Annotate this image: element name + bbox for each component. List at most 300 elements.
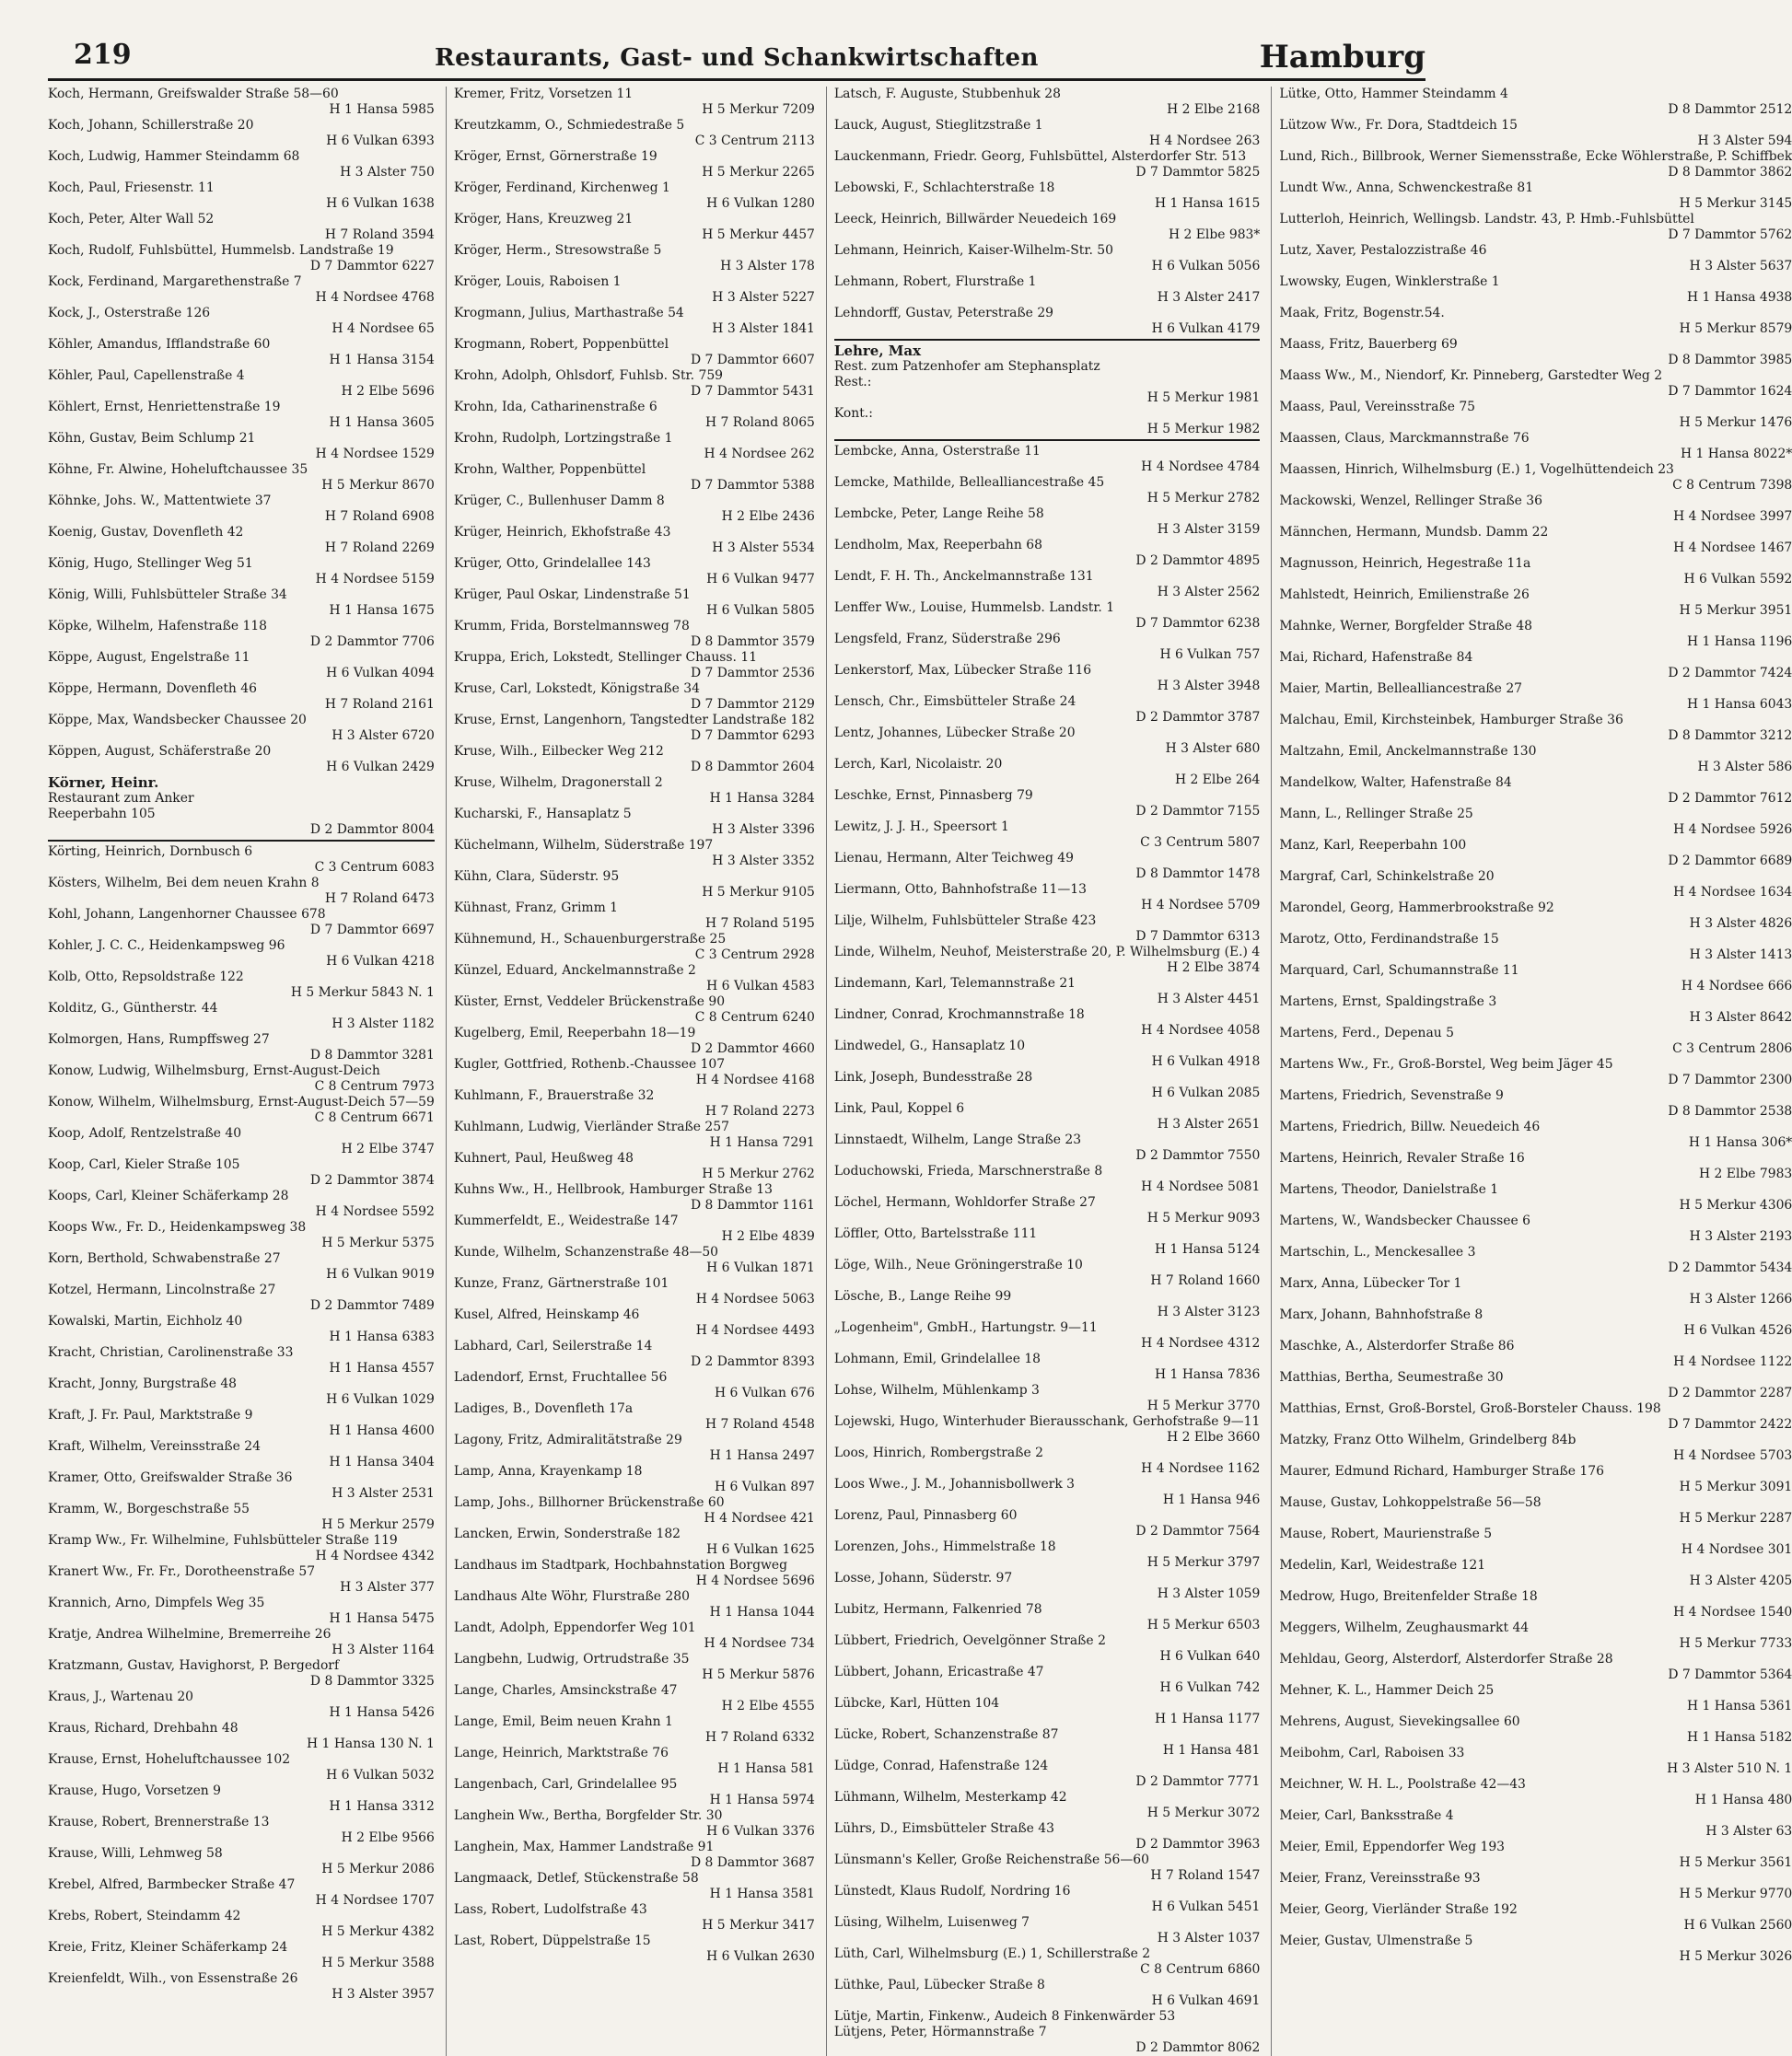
listing-telephone: H 1 Hansa 3284	[709, 791, 815, 806]
listing-name: Link, Paul, Koppel 6	[833, 1101, 965, 1116]
listing-name: Krebel, Alfred, Barmbecker Straße 47	[48, 1877, 296, 1892]
listing-name: Mause, Robert, Maurienstraße 5	[1279, 1527, 1493, 1541]
listing-name: Kühnast, Franz, Grimm 1	[453, 900, 619, 915]
listing-name: Kock, Ferdinand, Margarethenstraße 7	[48, 274, 302, 289]
listing-name: Köppe, August, Engelstraße 11	[48, 650, 250, 665]
listing-name: Kuhns Ww., H., Hellbrook, Hamburger Straße 13	[453, 1182, 773, 1197]
listing-telephone: D 2 Dammtor 7612	[1668, 791, 1792, 806]
listing-entry	[1279, 713, 1792, 744]
listing-entry	[48, 1345, 435, 1376]
listing-entry	[1279, 118, 1792, 149]
listing-name: Koch, Rudolf, Fuhlsbüttel, Hummelsb. Landstraße 19	[48, 243, 394, 258]
listing-entry	[454, 306, 815, 337]
listing-name: Maurer, Edmund Richard, Hamburger Straße 176	[1279, 1464, 1604, 1479]
listing-telephone: H 7 Roland 6332	[704, 1730, 815, 1745]
listing-telephone: H 3 Alster 2417	[1157, 290, 1261, 305]
listing-telephone: H 6 Vulkan 4691	[1151, 1993, 1261, 2008]
listing-entry	[48, 1251, 435, 1283]
listing-name: Lührs, D., Eimsbütteler Straße 43	[833, 1821, 1054, 1836]
listing-entry	[834, 1946, 1260, 1978]
listing-entry	[454, 1589, 815, 1620]
listing-name: Kruse, Ernst, Langenhorn, Tangstedter Landstraße 182	[453, 713, 815, 727]
listing-telephone: H 1 Hansa 1177	[1155, 1712, 1261, 1726]
listing-entry	[834, 2025, 1260, 2056]
listing-entry	[48, 494, 435, 525]
listing-name: Langhein, Max, Hammer Landstraße 91	[453, 1840, 715, 1854]
listing-entry	[48, 907, 435, 938]
listing-telephone: H 6 Vulkan 4094	[326, 666, 435, 680]
listing-entry	[48, 1001, 435, 1032]
listing-telephone: H 3 Alster 510 N. 1	[1667, 1761, 1792, 1776]
listing-name: Martens, W., Wandsbecker Chaussee 6	[1279, 1214, 1530, 1228]
listing-entry	[1279, 1558, 1792, 1589]
listing-telephone: D 7 Dammtor 2422	[1668, 1417, 1792, 1432]
listing-name: Meier, Franz, Vereinsstraße 93	[1279, 1871, 1481, 1886]
listing-entry	[454, 494, 815, 525]
listing-name: Kunze, Franz, Gärtnerstraße 101	[453, 1276, 669, 1291]
listing-telephone: H 6 Vulkan 3376	[706, 1824, 815, 1839]
listing-telephone: H 7 Roland 2273	[704, 1104, 815, 1119]
listing-telephone: D 7 Dammtor 6227	[309, 259, 435, 273]
listing-telephone: H 6 Vulkan 4526	[1683, 1323, 1792, 1338]
listing-entry	[48, 1032, 435, 1063]
listing-entry	[834, 1070, 1260, 1101]
listing-entry	[48, 337, 435, 368]
listing-entry	[834, 569, 1260, 600]
listing-entry	[1279, 243, 1792, 274]
listing-telephone: H 4 Nordsee 1634	[1673, 885, 1792, 900]
listing-entry	[48, 1376, 435, 1408]
listing-entry	[454, 149, 815, 180]
listing-entry	[1279, 1714, 1792, 1746]
listing-name: Landhaus Alte Wöhr, Flurstraße 280	[453, 1589, 690, 1604]
listing-telephone: H 5 Merkur 8670	[321, 478, 435, 493]
listing-entry	[48, 807, 435, 842]
listing-entry	[1279, 306, 1792, 337]
listing-telephone: H 1 Hansa 5124	[1155, 1242, 1261, 1257]
listing-telephone: H 6 Vulkan 1638	[326, 196, 435, 211]
listing-name: Kratzmann, Gustav, Havighorst, P. Bergedorf	[48, 1658, 340, 1673]
listing-name: Koch, Peter, Alter Wall 52	[48, 212, 215, 227]
listing-name: „Logenheim", GmbH., Hartungstr. 9—11	[833, 1320, 1098, 1335]
listing-telephone: H 3 Alster 1059	[1157, 1586, 1261, 1601]
directory-column-2	[446, 87, 815, 2056]
listing-telephone: D 2 Dammtor 7424	[1668, 666, 1792, 680]
listing-entry	[48, 1783, 435, 1815]
listing-name: Lamp, Anna, Krayenkamp 18	[453, 1464, 643, 1479]
listing-telephone: H 5 Merkur 2287	[1679, 1511, 1792, 1526]
listing-name: Lübbert, Friedrich, Oevelgönner Straße 2	[833, 1633, 1106, 1648]
listing-entry	[834, 1978, 1260, 2009]
listing-entry	[48, 1157, 435, 1189]
listing-entry	[454, 400, 815, 431]
listing-entry	[48, 212, 435, 243]
listing-entry	[48, 876, 435, 907]
listing-telephone: H 1 Hansa 1044	[709, 1605, 815, 1620]
listing-entry	[1279, 587, 1792, 619]
listing-telephone: H 6 Vulkan 4583	[706, 979, 815, 993]
listing-name: Krogmann, Robert, Poppenbüttel	[453, 337, 669, 352]
listing-entry	[454, 1902, 815, 1934]
listing-telephone: H 1 Hansa 4938	[1686, 290, 1792, 305]
listing-entry	[454, 807, 815, 838]
listing-name: Landt, Adolph, Eppendorfer Weg 101	[453, 1620, 696, 1635]
listing-telephone: D 7 Dammtor 5364	[1668, 1667, 1792, 1682]
listing-name: Meibohm, Carl, Raboisen 33	[1279, 1746, 1465, 1760]
listing-entry	[834, 1633, 1260, 1665]
listing-telephone: H 5 Merkur 4382	[321, 1924, 435, 1939]
listing-entry	[1279, 869, 1792, 900]
listing-telephone: H 1 Hansa 946	[1162, 1493, 1261, 1507]
listing-name: Langmaack, Detlef, Stückenstraße 58	[453, 1871, 699, 1886]
listing-telephone: H 4 Nordsee 1540	[1673, 1605, 1792, 1620]
listing-telephone: H 5 Merkur 5876	[702, 1667, 815, 1682]
listing-telephone: C 3 Centrum 5807	[1140, 835, 1261, 850]
listing-entry	[1279, 1151, 1792, 1182]
listing-telephone: H 6 Vulkan 5592	[1683, 572, 1792, 587]
listing-name: Kramm, W., Borgeschstraße 55	[48, 1502, 250, 1516]
listing-telephone: H 6 Vulkan 1871	[706, 1260, 815, 1275]
listing-name: Matthias, Bertha, Seumestraße 30	[1279, 1370, 1504, 1385]
listing-telephone: D 7 Dammtor 6293	[690, 728, 815, 743]
listing-name: Lutz, Xaver, Pestalozzistraße 46	[1279, 243, 1487, 258]
listing-name: Restaurant zum Anker	[48, 791, 194, 806]
listing-name: Latsch, F. Auguste, Stubbenhuk 28	[833, 87, 1061, 101]
listing-name: Lindemann, Karl, Telemannstraße 21	[833, 976, 1076, 991]
listing-entry	[454, 525, 815, 556]
listing-entry	[1279, 807, 1792, 838]
listing-name: Kröger, Ferdinand, Kirchenweg 1	[453, 180, 670, 195]
listing-name: Lorenz, Paul, Pinnasberg 60	[833, 1508, 1018, 1523]
listing-telephone: H 5 Merkur 9093	[1146, 1211, 1261, 1225]
listing-telephone: D 8 Dammtor 3985	[1668, 353, 1792, 367]
listing-name: Martschin, L., Menckesallee 3	[1279, 1245, 1476, 1260]
listing-telephone: H 1 Hansa 6043	[1686, 697, 1792, 712]
listing-name: Krause, Willi, Lehmweg 58	[48, 1846, 223, 1861]
listing-name: Losse, Johann, Süderstr. 97	[833, 1571, 1013, 1586]
listing-entry	[834, 1320, 1260, 1352]
listing-telephone: H 5 Merkur 2086	[321, 1862, 435, 1876]
listing-entry	[834, 343, 1260, 359]
listing-telephone: H 7 Roland 8065	[704, 415, 815, 430]
listing-name: Kraft, Wilhelm, Vereinsstraße 24	[48, 1439, 261, 1454]
listing-entry	[48, 1189, 435, 1220]
listing-telephone: H 1 Hansa 7291	[709, 1135, 815, 1150]
listing-entry	[1279, 1902, 1792, 1934]
listing-telephone: H 4 Nordsee 262	[704, 447, 815, 461]
listing-entry	[834, 212, 1260, 243]
listing-name: Marx, Johann, Bahnhofstraße 8	[1279, 1307, 1484, 1322]
listing-telephone: D 2 Dammtor 3963	[1135, 1837, 1261, 1852]
listing-name: Krüger, C., Bullenhuser Damm 8	[453, 494, 665, 508]
listing-telephone: H 5 Merkur 4457	[702, 227, 815, 242]
listing-entry	[1279, 1620, 1792, 1652]
listing-name: Link, Joseph, Bundesstraße 28	[833, 1070, 1033, 1085]
listing-name: Lauckenmann, Friedr. Georg, Fuhlsbüttel, Alsterdorfer Str. 513	[833, 149, 1247, 164]
listing-telephone: H 6 Vulkan 4179	[1151, 321, 1261, 336]
listing-name: Kröger, Ernst, Görnerstraße 19	[453, 149, 657, 164]
listing-entry	[454, 963, 815, 994]
listing-name: Maak, Fritz, Bogenstr.54.	[1279, 306, 1445, 320]
directory-column-4	[1271, 87, 1792, 2056]
listing-name: Kröger, Hans, Kreuzweg 21	[453, 212, 634, 227]
listing-telephone: D 2 Dammtor 3874	[309, 1173, 435, 1188]
listing-entry	[454, 212, 815, 243]
listing-telephone: H 4 Nordsee 5592	[315, 1204, 435, 1219]
listing-entry	[1279, 1808, 1792, 1840]
listing-entry	[48, 1596, 435, 1627]
listing-entry	[1279, 932, 1792, 963]
listing-entry	[48, 274, 435, 306]
listing-name: Lembcke, Peter, Lange Reihe 58	[833, 506, 1044, 521]
listing-name: Kusel, Alfred, Heinskamp 46	[453, 1307, 640, 1322]
listing-telephone: D 2 Dammtor 7771	[1135, 1774, 1261, 1789]
listing-telephone: H 4 Nordsee 4768	[315, 290, 435, 305]
listing-entry	[1279, 1495, 1792, 1527]
listing-telephone: H 1 Hansa 1675	[329, 603, 435, 618]
listing-name: Lindwedel, G., Hansaplatz 10	[833, 1039, 1026, 1053]
listing-name: Maassen, Hinrich, Wilhelmsburg (E.) 1, Vogelhüttendeich 23	[1279, 462, 1674, 477]
listing-name: Lindner, Conrad, Krochmannstraße 18	[833, 1007, 1085, 1022]
listing-name: Kranert Ww., Fr. Fr., Dorotheenstraße 57	[48, 1564, 316, 1579]
listing-entry	[834, 475, 1260, 506]
listing-telephone: H 5 Merkur 2762	[702, 1167, 815, 1181]
listing-telephone: H 5 Merkur 2265	[702, 165, 815, 180]
listing-name: Meier, Georg, Vierländer Straße 192	[1279, 1902, 1518, 1917]
listing-telephone: D 8 Dammtor 1478	[1135, 866, 1261, 881]
listing-name: Maass, Fritz, Bauerberg 69	[1279, 337, 1458, 352]
listing-entry	[48, 1063, 435, 1095]
listing-name: Kohl, Johann, Langenhorner Chaussee 678	[48, 907, 326, 922]
listing-entry	[834, 538, 1260, 569]
listing-entry	[1279, 619, 1792, 650]
listing-telephone: H 3 Alster 3352	[712, 854, 815, 868]
listing-entry	[834, 788, 1260, 819]
listing-name: Köppen, August, Schäferstraße 20	[48, 744, 272, 759]
listing-telephone: H 7 Roland 6908	[324, 509, 435, 524]
listing-entry	[48, 462, 435, 494]
listing-entry	[834, 1884, 1260, 1915]
listing-telephone: D 8 Dammtor 2512	[1668, 102, 1792, 117]
listing-name: Krüger, Otto, Grindelallee 143	[453, 556, 651, 571]
listing-name: Mandelkow, Walter, Hafenstraße 84	[1279, 775, 1512, 790]
listing-telephone: H 5 Merkur 3145	[1679, 196, 1792, 211]
listing-telephone: H 3 Alster 1182	[332, 1016, 435, 1031]
listing-entry	[454, 1182, 815, 1214]
listing-entry	[1279, 1276, 1792, 1307]
listing-entry	[48, 1940, 435, 1971]
listing-telephone: H 2 Elbe 2168	[1167, 102, 1261, 117]
listing-entry	[834, 1352, 1260, 1383]
listing-name: Köppe, Max, Wandsbecker Chaussee 20	[48, 713, 307, 727]
listing-name: Lilje, Wilhelm, Fuhlsbütteler Straße 423	[833, 913, 1097, 928]
listing-entry	[834, 600, 1260, 632]
listing-entry	[834, 180, 1260, 212]
listing-name: Lange, Heinrich, Marktstraße 76	[453, 1746, 669, 1760]
listing-telephone: H 4 Nordsee 4493	[695, 1323, 815, 1338]
listing-entry	[1279, 1182, 1792, 1214]
listing-name: Köhnke, Johs. W., Mattentwiete 37	[48, 494, 272, 508]
listing-name: Manz, Karl, Reeperbahn 100	[1279, 838, 1467, 853]
listing-entry	[1279, 494, 1792, 525]
listing-entry	[454, 1871, 815, 1902]
listing-entry	[834, 913, 1260, 945]
listing-entry	[48, 368, 435, 400]
listing-entry	[1279, 994, 1792, 1026]
listing-name: Lubitz, Hermann, Falkenried 78	[833, 1602, 1042, 1617]
listing-name: Lutterloh, Heinrich, Wellingsb. Landstr. 43, P. Hmb.-Fuhlsbüttel	[1279, 212, 1694, 227]
listing-name: Lüsing, Wilhelm, Luisenweg 7	[833, 1915, 1030, 1930]
listing-name: Mackowski, Wenzel, Rellinger Straße 36	[1279, 494, 1542, 508]
listing-telephone: H 3 Alster 3948	[1157, 679, 1261, 693]
listing-entry	[454, 1777, 815, 1808]
listing-telephone: D 8 Dammtor 3579	[690, 634, 815, 649]
listing-entry	[1279, 1245, 1792, 1276]
listing-telephone: H 3 Alster 1037	[1157, 1931, 1261, 1946]
listing-telephone: D 7 Dammtor 5825	[1135, 165, 1261, 180]
listing-telephone: D 7 Dammtor 2300	[1668, 1073, 1792, 1087]
listing-name: Lund, Rich., Billbrook, Werner Siemensstraße, Ecke Wöhlerstraße, P. Schiffbek	[1279, 149, 1792, 164]
listing-telephone: H 5 Merkur 7733	[1679, 1636, 1792, 1651]
listing-name: Krannich, Arno, Dimpfels Weg 35	[48, 1596, 265, 1610]
listing-entry	[1279, 149, 1792, 180]
listing-telephone: H 7 Roland 2161	[324, 697, 435, 712]
listing-entry	[1279, 744, 1792, 775]
listing-entry	[454, 619, 815, 650]
listing-name: Mahlstedt, Heinrich, Emilienstraße 26	[1279, 587, 1530, 602]
listing-name: Kugler, Gottfried, Rothenb.-Chaussee 107	[453, 1057, 726, 1072]
listing-name: Lehndorff, Gustav, Peterstraße 29	[833, 306, 1053, 320]
listing-name: König, Willi, Fuhlsbütteler Straße 34	[48, 587, 287, 602]
listing-telephone: H 1 Hansa 480	[1694, 1793, 1792, 1807]
listing-telephone: H 6 Vulkan 4218	[326, 954, 435, 969]
listing-name: Marondel, Georg, Hammerbrookstraße 92	[1279, 900, 1554, 915]
listing-telephone: D 7 Dammtor 1624	[1668, 384, 1792, 399]
listing-entry	[834, 1508, 1260, 1539]
listing-name: Lojewski, Hugo, Winterhuder Bierausschank, Gerhofstraße 9—11	[833, 1414, 1261, 1429]
listing-telephone: H 6 Vulkan 640	[1159, 1649, 1261, 1664]
directory-column-3	[826, 87, 1260, 2056]
listing-telephone: H 5 Merkur 1981	[1146, 390, 1261, 405]
listing-name: Lamp, Johs., Billhorner Brückenstraße 60	[453, 1495, 725, 1510]
listing-entry	[48, 1408, 435, 1439]
listing-entry	[1279, 775, 1792, 807]
listing-telephone: H 6 Vulkan 757	[1159, 647, 1261, 662]
listing-entry	[48, 1877, 435, 1909]
listing-entry	[1279, 838, 1792, 869]
listing-telephone: H 6 Vulkan 1029	[326, 1392, 435, 1407]
listing-name: Loos Wwe., J. M., Johannisbollwerk 3	[833, 1477, 1075, 1492]
listing-telephone: H 3 Alster 4205	[1689, 1574, 1792, 1588]
listing-telephone: C 8 Centrum 7973	[314, 1079, 435, 1094]
listing-name: Krause, Hugo, Vorsetzen 9	[48, 1783, 221, 1798]
listing-telephone: C 3 Centrum 2113	[694, 134, 815, 148]
listing-name: Köhler, Paul, Capellenstraße 4	[48, 368, 245, 383]
listing-name: Köhlert, Ernst, Henriettenstraße 19	[48, 400, 281, 414]
listing-telephone: H 2 Elbe 2436	[721, 509, 815, 524]
listing-name: Koop, Carl, Kieler Straße 105	[48, 1157, 240, 1172]
listing-telephone: H 3 Alster 680	[1165, 741, 1261, 756]
listing-entry	[834, 1195, 1260, 1226]
listing-entry	[454, 744, 815, 775]
listing-entry	[834, 1383, 1260, 1414]
listing-telephone: H 5 Merkur 3026	[1679, 1949, 1792, 1964]
listing-entry	[48, 1815, 435, 1846]
listing-name: Löchel, Hermann, Wohldorfer Straße 27	[833, 1195, 1096, 1210]
listing-name: Kröger, Herm., Stresowstraße 5	[453, 243, 662, 258]
directory-columns	[48, 87, 1792, 2056]
listing-telephone: H 1 Hansa 4557	[329, 1361, 435, 1376]
listing-name: Krause, Robert, Brennerstraße 13	[48, 1815, 270, 1829]
listing-entry	[1279, 556, 1792, 587]
listing-name: Kösters, Wilhelm, Bei dem neuen Krahn 8	[48, 876, 320, 890]
listing-entry	[454, 1934, 815, 1965]
listing-entry	[454, 1840, 815, 1871]
listing-name: Meier, Emil, Eppendorfer Weg 193	[1279, 1840, 1506, 1854]
listing-telephone: D 8 Dammtor 3862	[1668, 165, 1792, 180]
listing-telephone: H 6 Vulkan 5451	[1151, 1899, 1261, 1914]
listing-entry	[834, 1258, 1260, 1289]
listing-name: Koch, Paul, Friesenstr. 11	[48, 180, 215, 195]
listing-name: Kreutzkamm, O., Schmiedestraße 5	[453, 118, 685, 133]
listing-telephone: H 6 Vulkan 2630	[706, 1949, 815, 1964]
listing-name: Linnstaedt, Wilhelm, Lange Straße 23	[833, 1133, 1082, 1147]
listing-entry	[1279, 1120, 1792, 1151]
listing-entry	[834, 2009, 1260, 2025]
listing-telephone: H 1 Hansa 3404	[329, 1455, 435, 1469]
listing-telephone: H 4 Nordsee 4058	[1141, 1023, 1261, 1038]
listing-telephone: H 3 Alster 2531	[332, 1486, 435, 1501]
listing-name: Kraus, Richard, Drehbahn 48	[48, 1721, 239, 1736]
listing-entry	[834, 1853, 1260, 1884]
listing-telephone: H 7 Roland 2269	[324, 540, 435, 555]
listing-entry	[1279, 1464, 1792, 1495]
directory-column-1	[48, 87, 435, 2056]
listing-entry	[1279, 212, 1792, 243]
listing-name: Kolb, Otto, Repsoldstraße 122	[48, 970, 244, 984]
listing-entry	[48, 1658, 435, 1690]
listing-entry	[454, 118, 815, 149]
listing-telephone: H 4 Nordsee 5081	[1141, 1179, 1261, 1194]
listing-entry	[1279, 1057, 1792, 1088]
listing-name: Lütje, Martin, Finkenw., Audeich 8 Finkenwärder 53	[833, 2009, 1176, 2024]
listing-entry	[834, 506, 1260, 538]
listing-name: Lenffer Ww., Louise, Hummelsb. Landstr. 1	[833, 600, 1115, 615]
listing-name: Krüger, Heinrich, Ekhofstraße 43	[453, 525, 671, 540]
listing-entry	[1279, 1934, 1792, 1965]
listing-name: Mause, Gustav, Lohkoppelstraße 56—58	[1279, 1495, 1542, 1510]
listing-telephone: H 1 Hansa 306*	[1688, 1135, 1792, 1150]
listing-telephone: H 1 Hansa 3312	[329, 1799, 435, 1814]
listing-entry	[834, 1665, 1260, 1696]
listing-telephone: H 3 Alster 377	[340, 1580, 435, 1595]
listing-name: Kugelberg, Emil, Reeperbahn 18—19	[453, 1026, 696, 1040]
listing-name: Krogmann, Julius, Marthastraße 54	[453, 306, 684, 320]
listing-telephone: D 2 Dammtor 7155	[1135, 804, 1261, 819]
listing-entry	[48, 149, 435, 180]
listing-name: Linde, Wilhelm, Neuhof, Meisterstraße 20, P. Wilhelmsburg (E.) 4	[833, 945, 1261, 959]
listing-name: Lohse, Wilhelm, Mühlenkamp 3	[833, 1383, 1040, 1398]
listing-name: Krohn, Adolph, Ohlsdorf, Fuhlsb. Str. 759	[453, 368, 724, 383]
listing-entry	[454, 587, 815, 619]
listing-telephone: H 3 Alster 1413	[1689, 947, 1792, 962]
listing-name: Martens Ww., Fr., Groß-Borstel, Weg beim Jäger 45	[1279, 1057, 1613, 1072]
listing-entry	[48, 1564, 435, 1596]
page-title: Restaurants, Gast- und Schankwirtschaften	[435, 44, 1039, 72]
listing-name: Lensch, Chr., Eimsbütteler Straße 24	[833, 694, 1076, 709]
listing-name: Meichner, W. H. L., Poolstraße 42—43	[1279, 1777, 1526, 1792]
listing-name: Kruse, Carl, Lokstedt, Königstraße 34	[453, 681, 700, 696]
